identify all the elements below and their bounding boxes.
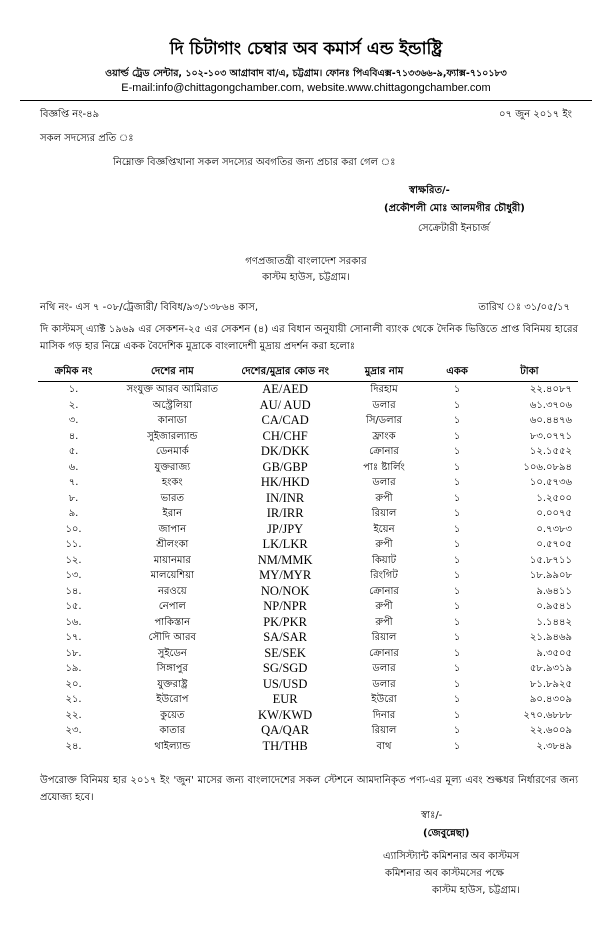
exchange-rate-table	[38, 364, 578, 754]
unit-cell: ১	[453, 399, 461, 411]
country-cell: পাকিস্তান	[154, 616, 191, 628]
country-cell: থাইল্যান্ড	[154, 740, 191, 752]
unit-cell: ১	[453, 554, 461, 566]
unit-cell: ১	[453, 570, 461, 581]
closing-name: (জেবুন্নেছা)	[423, 828, 470, 839]
letterhead-contact: E-mail:info@chittagongchamber.com, website.www.chittagongchamber.com	[121, 82, 491, 94]
serial-cell: ১১.	[65, 539, 82, 550]
serial-cell: ১.	[68, 384, 79, 395]
country-cell: সৌদি আরব	[148, 632, 197, 643]
country-cell: জাপান	[158, 523, 187, 535]
table-row	[38, 739, 578, 755]
serial-cell: ২৩.	[65, 725, 82, 736]
table-row	[38, 615, 578, 631]
country-cell: সুইজারল্যান্ড	[147, 430, 198, 442]
serial-cell: ৮.	[68, 492, 79, 504]
code-cell: EUR	[272, 692, 298, 706]
taka-cell: ১০৬.০৮৯৪	[523, 461, 572, 473]
table-row	[38, 491, 578, 507]
code-cell: IR/IRR	[266, 506, 304, 520]
currency-cell: বাথ	[376, 740, 392, 752]
footer-note: উপরোক্ত বিনিময় হার ২০১৭ ইং 'জুন' মাসের জন্য বাংলাদেশের সকল স্টেশনে আমদানিকৃত পণ্য-এর মূল্য এবং শুল্কধর নির্ধারণের জন্য প্রযোজ্য হবে।	[40, 775, 578, 803]
table-row	[38, 444, 578, 460]
serial-cell: ২০.	[65, 678, 82, 690]
code-cell: KW/KWD	[258, 707, 313, 722]
table-body	[38, 382, 578, 755]
currency-cell: রিয়াল	[371, 725, 397, 736]
serial-cell: ৯.	[68, 508, 79, 519]
taka-cell: ০.৭৩৮৩	[536, 523, 572, 535]
currency-cell: রিয়াল	[371, 508, 397, 519]
taka-cell: ০.৫৭০৫	[536, 539, 572, 550]
header-currency: মুদ্রার নাম	[335, 364, 434, 382]
taka-cell: ১.২৫০০	[536, 492, 572, 504]
country-cell: যুক্তরাজ্য	[154, 461, 191, 473]
country-cell: কাতার	[159, 725, 186, 736]
closing-designation: এ্যাসিস্ট্যান্ট কমিশনার অব কাস্টমস	[383, 851, 520, 862]
unit-cell: ১	[453, 694, 461, 705]
serial-cell: ১৩.	[65, 570, 82, 581]
table-row	[38, 630, 578, 646]
code-cell: IN/INR	[266, 490, 305, 505]
taka-cell: ৯.৬৪১১	[536, 585, 572, 597]
serial-cell: ২১.	[65, 694, 82, 705]
code-cell: AE/AED	[262, 382, 309, 396]
table-row	[38, 692, 578, 708]
currency-cell: সি/ডলার	[365, 415, 403, 426]
signatory-role: সেক্রেটারী ইনচার্জ	[418, 223, 490, 234]
header-unit: একক	[433, 364, 480, 382]
signatory-label: স্বাক্ষরিত/-	[409, 185, 450, 196]
table-row	[38, 537, 578, 553]
taka-cell: ৮৩.০৭৭১	[529, 430, 572, 442]
currency-cell: ডলার	[372, 399, 396, 411]
code-cell: NO/NOK	[260, 583, 310, 598]
currency-cell: রুপী	[375, 539, 393, 550]
taka-cell: ০.৯৫৪১	[536, 601, 572, 612]
currency-cell: রিয়াল	[371, 632, 397, 643]
currency-cell: ক্রোনার	[369, 585, 399, 597]
unit-cell: ১	[453, 601, 461, 612]
serial-cell: ১৮.	[65, 647, 82, 659]
country-cell: ডেনমার্ক	[155, 446, 189, 457]
code-cell: MY/MYR	[259, 568, 312, 582]
unit-cell: ১	[453, 523, 461, 535]
header-country: দেশের নাম	[109, 364, 236, 382]
code-cell: CA/CAD	[261, 413, 309, 427]
closing-office: কাস্টম হাউস, চট্টগ্রাম।	[432, 885, 520, 896]
unit-cell: ১	[453, 492, 461, 504]
serial-cell: ৫.	[68, 446, 79, 457]
country-cell: নেপাল	[158, 601, 186, 612]
table-row	[38, 413, 578, 429]
taka-cell: ১০.৫৭৩৬	[529, 477, 572, 488]
unit-cell: ১	[453, 585, 461, 597]
currency-cell: ক্রোনার	[369, 647, 399, 659]
code-cell: DK/DKK	[260, 444, 310, 458]
unit-cell: ১	[453, 508, 461, 519]
office-heading: কাস্টম হাউস, চট্টগ্রাম।	[262, 272, 350, 283]
code-cell: SG/SGD	[262, 661, 308, 675]
country-cell: অস্ট্রেলিয়া	[152, 399, 192, 411]
table-row	[38, 553, 578, 569]
currency-cell: রুপী	[375, 616, 393, 628]
rate-paragraph: দি কাস্টমস্ এ্যাক্ট ১৯৬৯ এর সেকশন-২৫ এর সেকশন (৪) এর বিধান অনুযায়ী সোনালী ব্যাংক থেকে দৈনিক ভিত্তিতে প্রাপ্ত বিনিময় হারের মাসিক গড় হার নিম্নে একক বৈদেশিক মুদ্রাকে বাংলাদেশী মুদ্রায় প্রদর্শন করা হলোঃ	[40, 324, 578, 352]
taka-cell: ২৭০.৬৮৮৮	[523, 709, 572, 721]
country-cell: ইরান	[162, 508, 183, 519]
unit-cell: ১	[453, 616, 461, 628]
closing-behalf: কমিশনার অব কাস্টমসের পক্ষে	[385, 868, 505, 879]
table-row	[38, 723, 578, 739]
currency-cell: রুপী	[375, 492, 393, 504]
table-row	[38, 522, 578, 538]
code-cell: TH/THB	[262, 738, 308, 753]
taka-cell: ৫৮.৯৩১৯	[529, 663, 572, 674]
country-cell: সিঙ্গাপুর	[156, 663, 188, 674]
table-row	[38, 599, 578, 615]
taka-cell: ০.০০৭৫	[536, 508, 572, 519]
table-row	[38, 475, 578, 491]
serial-cell: ৬.	[68, 461, 79, 473]
table-row	[38, 460, 578, 476]
serial-cell: ১৬.	[65, 616, 82, 628]
country-cell: কানাডা	[157, 415, 187, 426]
table-row	[38, 646, 578, 662]
code-cell: QA/QAR	[261, 723, 310, 737]
taka-cell: ২২.৬০০৯	[529, 725, 572, 736]
currency-cell: ইউরো	[371, 694, 397, 705]
code-cell: NP/NPR	[263, 599, 308, 613]
code-cell: PK/PKR	[263, 614, 308, 629]
currency-cell: দিরহাম	[370, 384, 398, 395]
header-code: দেশের/মুদ্রার কোড নং	[236, 364, 335, 382]
taka-cell: ৯০.৪৩০৯	[529, 694, 572, 705]
taka-cell: ৬১.৩৭০৬	[529, 399, 572, 411]
code-cell: SA/SAR	[263, 630, 308, 644]
currency-cell: ডলার	[372, 678, 396, 690]
country-cell: সংযুক্ত আরব আমিরাত	[126, 384, 219, 395]
taka-cell: ১২.১৫৫২	[529, 446, 572, 457]
unit-cell: ১	[453, 384, 461, 395]
serial-cell: ২৪.	[65, 740, 82, 752]
serial-cell: ১৭.	[65, 632, 82, 643]
country-cell: শ্রীলংকা	[156, 539, 189, 550]
taka-cell: ৮১.৮৯২৫	[529, 678, 572, 690]
currency-cell: পাঃ ষ্টার্লিং	[363, 461, 405, 473]
header-taka: টাকা	[481, 364, 578, 382]
unit-cell: ১	[453, 415, 461, 426]
table-row	[38, 708, 578, 724]
serial-cell: ৩.	[68, 415, 79, 426]
country-cell: ভারত	[160, 492, 184, 504]
table-row	[38, 382, 578, 398]
serial-cell: ১৯.	[65, 663, 82, 674]
currency-cell: রুপী	[375, 601, 393, 612]
unit-cell: ১	[453, 725, 461, 736]
header-serial: ক্রমিক নং	[38, 364, 109, 382]
closing-signed: স্বাঃ/-	[421, 810, 443, 821]
table-row	[38, 584, 578, 600]
unit-cell: ১	[453, 740, 461, 752]
code-cell: SE/SEK	[264, 645, 306, 660]
letterhead-address: ওয়ার্ল্ড ট্রেড সেন্টার, ১০২-১০৩ আগ্রাবাদ বা/এ, চট্টগ্রাম। ফোনঃ পিএবিএক্স-৭১৩৩৬৬-৯,ফ্যাক্স-৭১০১৮৩	[105, 68, 507, 79]
taka-cell: ২২.৪০৮৭	[529, 384, 572, 395]
code-cell: US/USD	[262, 676, 308, 691]
government-heading: গণপ্রজাতন্ত্রী বাংলাদেশ সরকার	[245, 256, 367, 267]
code-cell: LK/LKR	[262, 537, 308, 551]
header-divider	[20, 100, 592, 101]
currency-cell: ইয়েন	[373, 523, 395, 535]
file-date: তারিখ ঃ ৩১/০৫/১৭	[478, 302, 570, 313]
currency-cell: ক্রোনার	[369, 446, 399, 457]
unit-cell: ১	[453, 678, 461, 690]
unit-cell: ১	[453, 477, 461, 488]
serial-cell: ১২.	[65, 554, 82, 566]
country-cell: মায়ানমার	[153, 554, 191, 566]
code-cell: GB/GBP	[262, 459, 308, 474]
currency-cell: কিয়াট	[371, 554, 397, 566]
currency-cell: রিংগিট	[370, 570, 398, 581]
intro-text: নিম্নোক্ত বিজ্ঞপ্তিখানা সকল সদস্যের অবগতির জন্য প্রচার করা গেল ঃ	[113, 157, 396, 168]
unit-cell: ১	[453, 446, 461, 457]
table-row	[38, 568, 578, 584]
code-cell: HK/HKD	[260, 475, 310, 489]
serial-cell: ৪.	[68, 430, 79, 442]
table-row	[38, 429, 578, 445]
serial-cell: ১৪.	[65, 585, 82, 597]
code-cell: JP/JPY	[267, 521, 304, 536]
country-cell: হংকং	[161, 477, 183, 488]
table-row	[38, 677, 578, 693]
country-cell: ইউরোপ	[156, 694, 189, 705]
country-cell: সুইডেন	[157, 647, 187, 659]
unit-cell: ১	[453, 647, 461, 659]
unit-cell: ১	[453, 430, 461, 442]
code-cell: CH/CHF	[262, 428, 308, 443]
notice-number: বিজ্ঞপ্তি নং-৪৯	[40, 109, 100, 120]
country-cell: নরওয়ে	[157, 585, 187, 597]
code-cell: AU/ AUD	[259, 397, 311, 412]
taka-cell: ১.১৪৪২	[536, 616, 572, 628]
unit-cell: ১	[453, 709, 461, 721]
taka-cell: ১৮.৯৯০৮	[529, 570, 572, 581]
taka-cell: ২.৩৮৪৯	[536, 740, 572, 752]
serial-cell: ১৫.	[65, 601, 82, 612]
table-row	[38, 398, 578, 414]
taka-cell: ৯.৩৫০৫	[536, 647, 572, 659]
table-row	[38, 661, 578, 677]
currency-cell: ডলার	[372, 663, 396, 674]
taka-cell: ২১.৯৪৬৯	[529, 632, 572, 643]
currency-cell: ডলার	[372, 477, 396, 488]
country-cell: মালয়েশিয়া	[150, 570, 194, 581]
currency-cell: দিনার	[372, 709, 396, 721]
serial-cell: ৭.	[68, 477, 79, 488]
signatory-name: (প্রকৌশলী মোঃ আলমগীর চৌধুরী)	[384, 203, 525, 214]
code-cell: NM/MMK	[257, 552, 313, 567]
unit-cell: ১	[453, 539, 461, 550]
unit-cell: ১	[453, 663, 461, 674]
file-reference: নথি নং- এস ৭ -০৮/ট্রেজারী/ বিবিধ/৯৩/১৩৮৬৪ কাস,	[40, 302, 259, 313]
salutation: সকল সদস্যের প্রতি ঃ	[40, 133, 134, 144]
table-header-row	[38, 364, 578, 382]
table-row	[38, 506, 578, 522]
country-cell: কুয়েত	[160, 709, 185, 721]
country-cell: যুক্তরাষ্ট্র	[157, 678, 188, 690]
serial-cell: ২.	[68, 399, 79, 411]
unit-cell: ১	[453, 632, 461, 643]
serial-cell: ১০.	[65, 523, 82, 535]
unit-cell: ১	[453, 461, 461, 473]
notice-date: ০৭ জুন ২০১৭ ইং	[499, 109, 572, 120]
serial-cell: ২২.	[65, 709, 82, 721]
currency-cell: ফ্রাংক	[372, 430, 396, 442]
taka-cell: ১৫.৮৭১১	[529, 554, 572, 566]
taka-cell: ৬০.৪৪৭৬	[529, 415, 572, 426]
letterhead-title: দি চিটাগাং চেম্বার অব কমার্স এন্ড ইন্ডাষ্ট্রি	[169, 39, 443, 59]
